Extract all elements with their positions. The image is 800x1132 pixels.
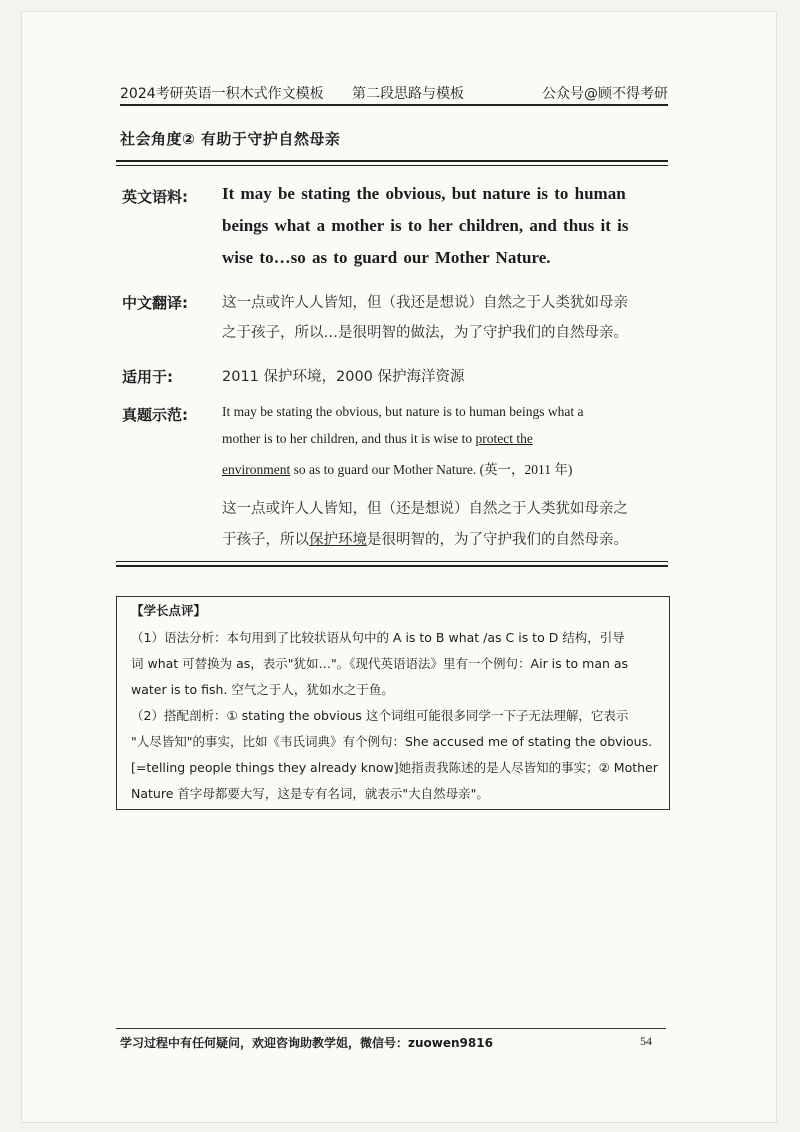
chinese-translation-line-2: 之于孩子，所以…是很明智的做法，为了守护我们的自然母亲。 xyxy=(222,325,628,341)
exam-example-en-line-1: It may be stating the obvious, but nature is to human beings what a xyxy=(222,404,584,419)
page-header xyxy=(120,80,668,106)
review-line-2: 词 what 可替换为 as，表示"犹如…"。《现代英语语法》里有一个例句：Air is to man as xyxy=(131,656,629,671)
underlined-phrase: 保护环境 xyxy=(309,532,367,548)
review-line-1: （1）语法分析：本句用到了比较状语从句中的 A is to B what /as C is to D 结构，引导 xyxy=(131,630,625,645)
chinese-translation-label: 中文翻译: xyxy=(122,294,188,312)
underlined-phrase: environment xyxy=(222,462,291,477)
english-corpus-line-1: It may be stating the obvious, but nature is to human xyxy=(222,184,626,203)
underlined-phrase: protect the xyxy=(475,431,533,446)
section-divider-bottom xyxy=(116,565,668,567)
chinese-translation-line-1: 这一点或许人人皆知，但（我还是想说）自然之于人类犹如母亲 xyxy=(222,295,628,311)
applies-to-label: 适用于: xyxy=(122,368,173,386)
review-line-7: Nature 首字母都要大写，这是专有名词，就表示"大自然母亲"。 xyxy=(131,786,489,801)
section-title: 社会角度② 有助于守护自然母亲 xyxy=(120,130,341,148)
exam-example-zh-line-2: 于孩子，所以保护环境是很明智的，为了守护我们的自然母亲。 xyxy=(222,532,628,548)
english-corpus-line-3: wise to…so as to guard our Mother Nature. xyxy=(222,248,551,267)
applies-to-text: 2011 保护环境，2000 保护海洋资源 xyxy=(222,369,465,385)
document-page xyxy=(22,12,776,1122)
exam-example-en-line-3: environment so as to guard our Mother Nature. (英一，2011 年) xyxy=(222,462,573,477)
header-chapter: 第二段思路与模板 xyxy=(352,86,464,102)
review-line-3: water is to fish. 空气之于人，犹如水之于鱼。 xyxy=(131,682,394,697)
page-number: 54 xyxy=(640,1034,652,1048)
english-corpus-label: 英文语料: xyxy=(122,188,188,206)
header-book-title: 2024考研英语一积木式作文模板 xyxy=(120,86,324,102)
header-account: 公众号@顾不得考研 xyxy=(542,86,668,102)
exam-example-zh-line-1: 这一点或许人人皆知，但（还是想说）自然之于人类犹如母亲之 xyxy=(222,501,628,517)
exam-example-label: 真题示范: xyxy=(122,406,188,424)
section-divider-bottom-thin xyxy=(116,561,668,562)
section-divider-top-thin xyxy=(116,165,668,166)
review-line-5: "人尽皆知"的事实，比如《韦氏词典》有个例句：She accused me of stating the obvious. xyxy=(131,734,653,749)
section-divider-top xyxy=(116,160,668,162)
footer-divider xyxy=(116,1028,666,1029)
review-title: 【学长点评】 xyxy=(131,603,207,618)
english-corpus-line-2: beings what a mother is to her children, and thus it is xyxy=(222,216,629,235)
review-line-4: （2）搭配剖析：① stating the obvious 这个词组可能很多同学一下子无法理解，它表示 xyxy=(131,708,629,723)
footer-contact: 学习过程中有任何疑问，欢迎咨询助教学姐，微信号：zuowen9816 xyxy=(120,1036,493,1050)
senior-review-box xyxy=(116,596,670,810)
exam-example-en-line-2: mother is to her children, and thus it is wise to protect the xyxy=(222,431,533,446)
review-line-6: [=telling people things they already know]她指责我陈述的是人尽皆知的事实；② Mother xyxy=(131,760,658,775)
